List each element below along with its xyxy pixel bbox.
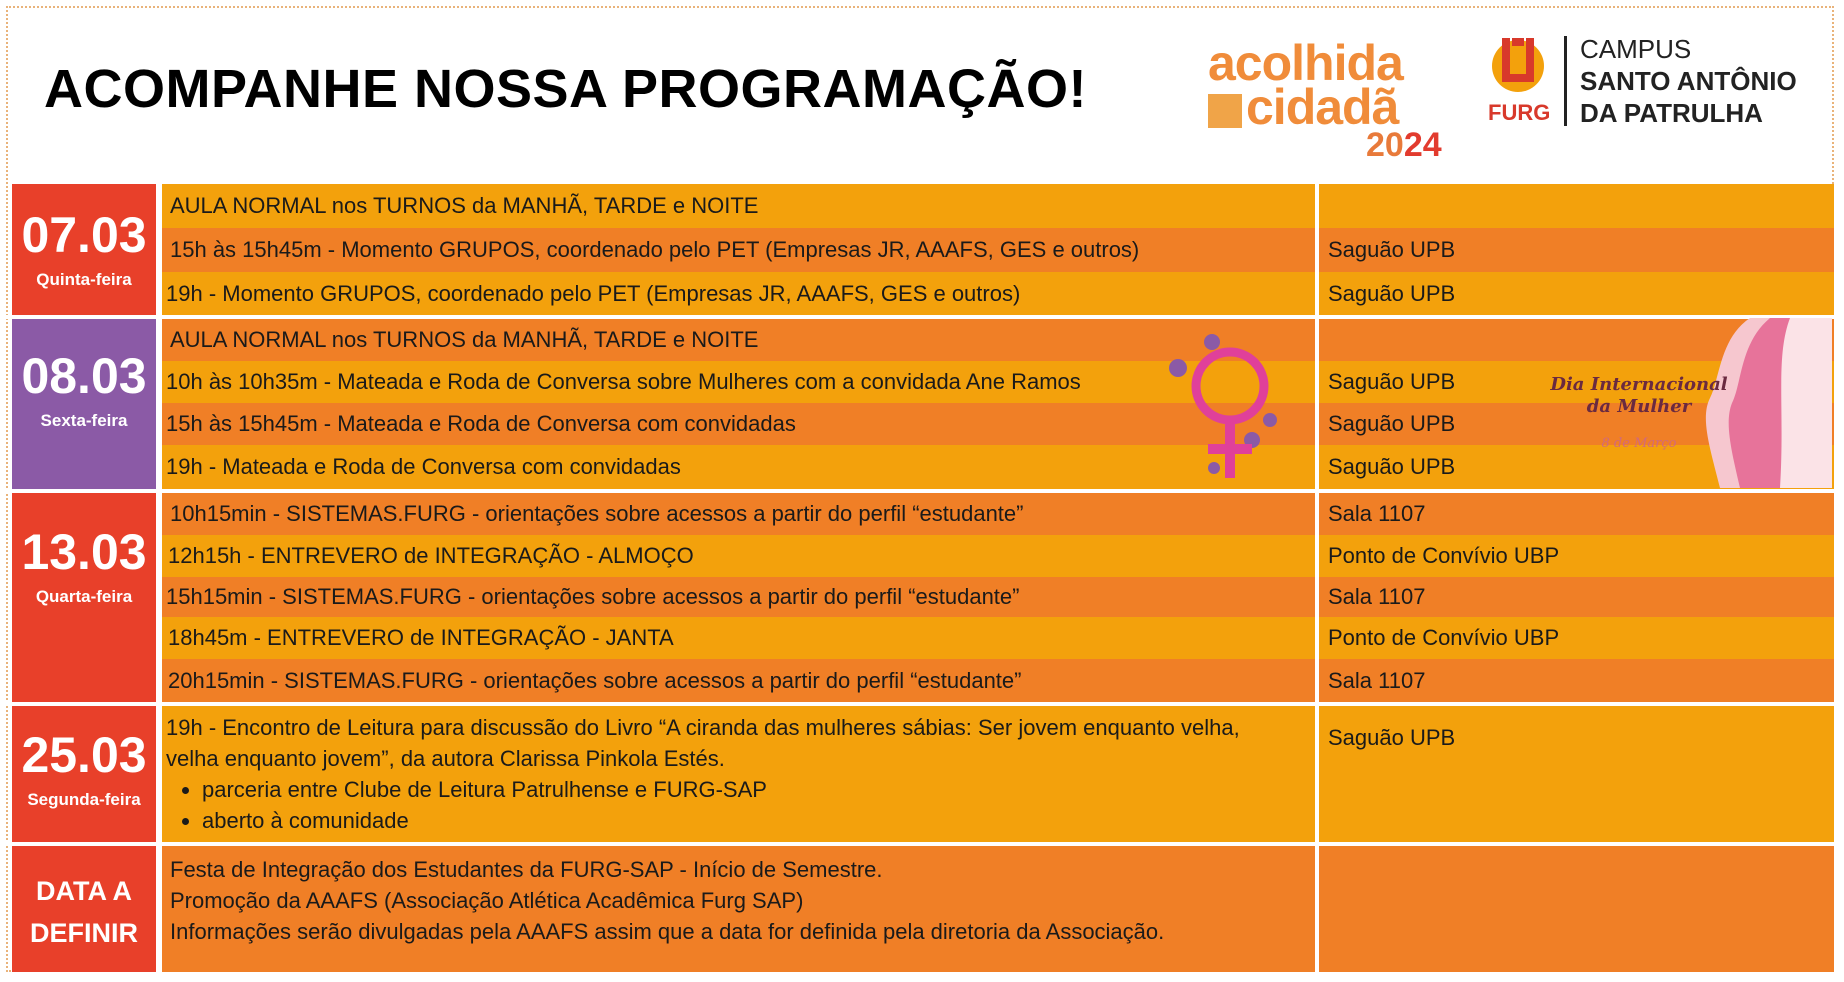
logo-line1: acolhida (1208, 35, 1403, 91)
womens-day-decoration (1530, 318, 1832, 488)
column-divider (1315, 493, 1319, 702)
event-bullet-list (166, 774, 1240, 836)
event-row (162, 493, 1834, 535)
date-column-divider (156, 184, 162, 972)
event-desc (170, 854, 1164, 947)
event-text-line: velha enquanto jovem”, da autora Clarissa Pinkola Estés. (166, 746, 725, 771)
event-row (162, 272, 1834, 315)
day-weekday: Quinta-feira (36, 270, 132, 289)
event-location: Saguão UPB (1328, 725, 1456, 750)
event-desc: 10h15min - SISTEMAS.FURG - orientações sobre acessos a partir do perfil “estudante” (170, 501, 1024, 526)
event-text-line: Informações serão divulgadas pela AAAFS assim que a data for definida pela diretoria da Associação. (170, 919, 1165, 944)
event-desc: 18h45m - ENTREVERO de INTEGRAÇÃO - JANTA (168, 625, 674, 650)
day-label (12, 319, 156, 489)
day-weekday: Quarta-feira (35, 587, 133, 606)
event-row (162, 184, 1834, 228)
header (0, 0, 1844, 182)
event-desc: 15h15min - SISTEMAS.FURG - orientações sobre acessos a partir do perfil “estudante” (166, 584, 1020, 609)
day-date-line: DATA A (36, 876, 132, 906)
logo-square-icon (1208, 94, 1242, 128)
event-location: Sala 1107 (1328, 501, 1426, 526)
logo-year: 2024 (1366, 126, 1442, 164)
list-item: • aberto à comunidade (202, 805, 1240, 836)
day-weekday: Sexta-feira (40, 411, 128, 430)
list-item: • parceria entre Clube de Leitura Patrulhense e FURG-SAP (202, 774, 1240, 805)
event-location: Saguão UPB (1328, 454, 1456, 479)
campus-line3: DA PATRULHA (1580, 98, 1763, 128)
event-location: Saguão UPB (1328, 237, 1456, 262)
day-date: 25.03 (21, 727, 147, 783)
acolhida-cidada-logo (1208, 34, 1458, 164)
logo-line2: cidadã (1208, 78, 1398, 136)
event-text-line: Festa de Integração dos Estudantes da FURG-SAP - Início de Semestre. (170, 857, 883, 882)
column-divider (1315, 184, 1319, 315)
event-location: Saguão UPB (1328, 411, 1456, 436)
event-desc: AULA NORMAL nos TURNOS da MANHÃ, TARDE e NOITE (170, 193, 759, 218)
event-desc (166, 712, 1240, 836)
day-label (12, 706, 156, 842)
event-row (162, 228, 1834, 272)
event-row (162, 659, 1834, 702)
day-weekday: Segunda-feira (27, 790, 141, 809)
event-location: Saguão UPB (1328, 369, 1456, 394)
column-divider (1315, 319, 1319, 489)
logo-divider (1564, 36, 1567, 126)
event-location: Sala 1107 (1328, 584, 1426, 609)
day-date-line: DEFINIR (30, 918, 138, 948)
event-desc: 15h às 15h45m - Momento GRUPOS, coordenado pelo PET (Empresas JR, AAAFS, GES e outros) (170, 237, 1140, 262)
event-row (162, 535, 1834, 577)
event-location: Sala 1107 (1328, 667, 1426, 693)
day-date: 07.03 (21, 207, 147, 263)
column-divider (1315, 706, 1319, 842)
day-label (12, 493, 156, 702)
event-desc: 10h às 10h35m - Mateada e Roda de Conversa sobre Mulheres com a convidada Ane Ramos (166, 369, 1081, 394)
column-divider (1315, 846, 1319, 972)
day-date: 13.03 (21, 524, 147, 580)
day-label (12, 846, 156, 972)
page-title: ACOMPANHE NOSSA PROGRAMAÇÃO! (44, 59, 1088, 119)
event-desc: 12h15h - ENTREVERO de INTEGRAÇÃO - ALMOÇO (168, 543, 694, 568)
day-label (12, 184, 156, 315)
campus-line2: SANTO ANTÔNIO (1580, 66, 1797, 96)
event-row (162, 846, 1834, 972)
furg-campus-logo (1488, 34, 1808, 134)
event-row (162, 706, 1834, 842)
event-desc: AULA NORMAL nos TURNOS da MANHÃ, TARDE e NOITE (170, 327, 759, 352)
event-desc: 19h - Mateada e Roda de Conversa com convidadas (166, 454, 681, 479)
event-location: Saguão UPB (1328, 280, 1456, 306)
day-date: 08.03 (21, 348, 147, 404)
furg-emblem-icon (1488, 34, 1548, 94)
event-text-line: Promoção da AAAFS (Associação Atlética Acadêmica Furg SAP) (170, 888, 804, 913)
event-desc: 15h às 15h45m - Mateada e Roda de Conversa com convidadas (166, 411, 796, 436)
womens-day-title: Dia Internacional da Mulher (1550, 374, 1728, 417)
womens-day-date: 8 de Março (1601, 436, 1677, 451)
campus-line1: CAMPUS (1580, 34, 1692, 64)
event-location: Ponto de Convívio UBP (1328, 543, 1560, 568)
female-symbol-icon (1162, 328, 1282, 484)
event-text-line: 19h - Encontro de Leitura para discussão do Livro “A ciranda das mulheres sábias: Ser jovem enquanto velha, (166, 715, 1240, 740)
event-desc: 20h15min - SISTEMAS.FURG - orientações sobre acessos a partir do perfil “estudante” (168, 667, 1022, 693)
event-row (162, 617, 1834, 659)
furg-label: FURG (1488, 100, 1551, 125)
event-location: Ponto de Convívio UBP (1328, 625, 1560, 650)
event-row (162, 577, 1834, 617)
event-desc: 19h - Momento GRUPOS, coordenado pelo PET (Empresas JR, AAAFS, GES e outros) (166, 280, 1021, 306)
